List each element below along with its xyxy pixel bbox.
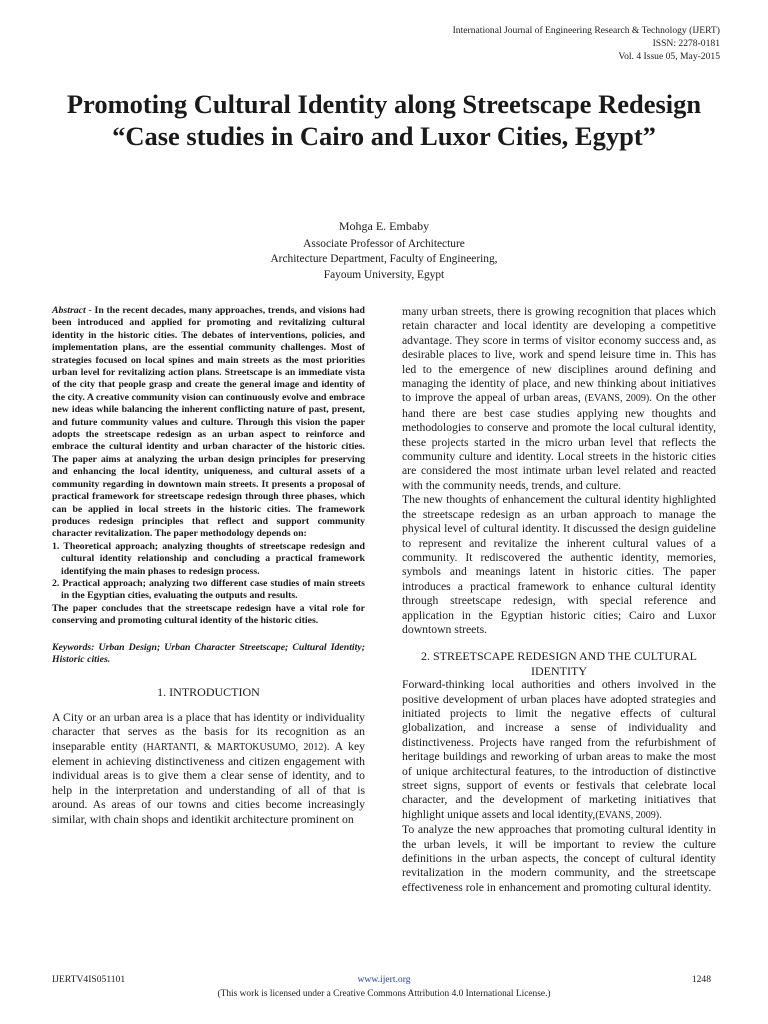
intro-text-b: . A key element in achieving distinctiveness and citizen engagement with individual areas is to give them a clear sense of identity, and to help in the interpretation and understanding of all of that is around. As areas of our towns and cities become increasingly similar, with chain shops and identikit architecture prominent on: [52, 739, 365, 826]
keywords: Keywords: Urban Design; Urban Character Streetscape; Cultural Identity; Historic cities.: [52, 641, 365, 665]
body-paragraph: The new thoughts of enhancement the cultural identity highlighted the streetscape redesign as an urban approach to manage the physical level of cultural identity. It discussed the design guideline to represent and revitalize the inherent cultural values of a community. It rediscovered the authentic identity, memories, symbols and meanings latent in historic cities. The paper introduces a practical framework to enhance cultural identity through streetscape redesign, with special reference and application in the Egyptian historic cities; Cairo and Luxor downtown streets.: [402, 493, 716, 636]
abstract-text: In the recent decades, many approaches, trends, and visions had been introduced and applied for promoting and revitalizing cultural identity in the historic cities. The debates of interventions, policies, and implementation plans, are the essential community challenges. Most of strategies focused on local spines and main streets as the most priorities urban level for revitalizing action plans. Streetscape is an immediate vista of the city that people grasp and create the general image and identity of the city. A creative community vision can continuously evolve and embrace new ideas while balancing the inherent conflicting nature of past, present, and future community values and culture. Through this vision the paper adopts the streetscape redesign as an urban aspect to reinforce and embrace the cultural identity and urban character of the historic cities. The paper aims at analyzing the urban design principles for preserving and enhancing the local identity, uniqueness, and cultural assets of a community regarding in downtown main streets. It presents a proposal of practical framework for streetscape redesign through three phases, which can be applied in local streets in the historic cities. The framework produces redesign principles that reflect and support community character revitalization. The paper methodology depends on:: [52, 305, 365, 540]
journal-website-link[interactable]: www.ijert.org: [357, 974, 411, 985]
paper-id: IJERTV4IS051101: [52, 974, 126, 985]
paper-title: Promoting Cultural Identity along Streetscape Redesign “Case studies in Cairo and Luxor Cities, Egypt”: [66, 89, 702, 151]
author-department: Architecture Department, Faculty of Engineering,: [270, 253, 498, 265]
journal-name: International Journal of Engineering Research & Technology (IJERT): [452, 25, 720, 36]
body-paragraph: [402, 305, 716, 493]
section-heading-introduction: 1. INTRODUCTION: [157, 685, 260, 700]
introduction-paragraph: [52, 711, 365, 827]
license-notice: (This work is licensed under a Creative Commons Attribution 4.0 International License.): [217, 989, 551, 999]
citation: (EVANS, 2009): [595, 809, 660, 821]
paragraph-text-b: . On the other hand there are best case studies applying new thoughts and methodologies to conserve and promote the local cultural identity, these projects started in the micro urban level that reflects the community culture and identity. Local streets in the historic cities are considered the most intimate urban level related and reacted with the community needs, trends, and culture.: [402, 391, 717, 492]
citation: (EVANS, 2009): [584, 393, 650, 405]
intro-text-a: A City or an urban area is a place that has identity or individuality character that serves as the basis for its recognition as an inseparable entity: [52, 710, 365, 753]
paragraph-text-a: Forward-thinking local authorities and others involved in the positive development of urban places have adopted strategies and initiated projects to limit the negative effects of cultural globalization, and increase a sense of individuality and distinctiveness. Projects have ranged from the refurbishment of heritage buildings and reworking of urban areas to make the most of unique architectural features, to the introduction of distinctive street signs, support of events or festivals that celebrate local character, and the development of marketing initiatives that highlight unique assets and local identity,: [402, 678, 716, 821]
issn: ISSN: 2278-0181: [652, 38, 720, 49]
section-heading-streetscape: 2. STREETSCAPE REDESIGN AND THE CULTURAL IDENTITY: [420, 649, 698, 678]
right-column: [402, 305, 716, 895]
author-university: Fayoum University, Egypt: [323, 268, 445, 281]
page-number: 1248: [691, 974, 711, 985]
volume-issue: Vol. 4 Issue 05, May-2015: [618, 51, 720, 62]
journal-header: [453, 24, 720, 63]
body-paragraph: [402, 678, 716, 823]
citation: (HARTANTI, & MARTOKUSUMO, 2012): [143, 741, 327, 753]
author-position: Associate Professor of Architecture: [303, 237, 465, 250]
abstract: [52, 305, 365, 541]
left-column: [52, 305, 365, 827]
paragraph-text-a: many urban streets, there is growing recognition that places which retain character and local identity are developing a competitive advantage. They score in terms of visitor economy success and, as desirable places to live, work and spend leisure time in. This has led to the emergence of new disciplines around defining and managing the identity of place, and new thinking about initiatives to improve the appeal of urban areas,: [402, 305, 716, 405]
list-item: 1. Theoretical approach; analyzing thoughts of streetscape redesign and cultural identity relationship and concluding a practical framework identifying the main phases to redesign process.: [52, 540, 365, 577]
abstract-conclusion: The paper concludes that the streetscape redesign have a vital role for conserving and promoting cultural identity of the historic cities.: [52, 602, 365, 627]
author-block: [0, 219, 768, 283]
paragraph-text-b: .: [659, 807, 662, 821]
body-paragraph: To analyze the new approaches that promoting cultural identity in the urban levels, it will be important to review the culture definitions in the urban aspects, the concept of cultural identity revitalization in the modern community, and the streetscape effectiveness role in enhancement and promoting cultural identity.: [402, 823, 716, 894]
abstract-label: Abstract -: [52, 305, 92, 316]
methodology-list: [52, 541, 365, 603]
author-name: Mohga E. Embaby: [338, 219, 430, 233]
list-item: 2. Practical approach; analyzing two different case studies of main streets in the Egyptian cities, evaluating the outputs and results.: [52, 577, 365, 602]
